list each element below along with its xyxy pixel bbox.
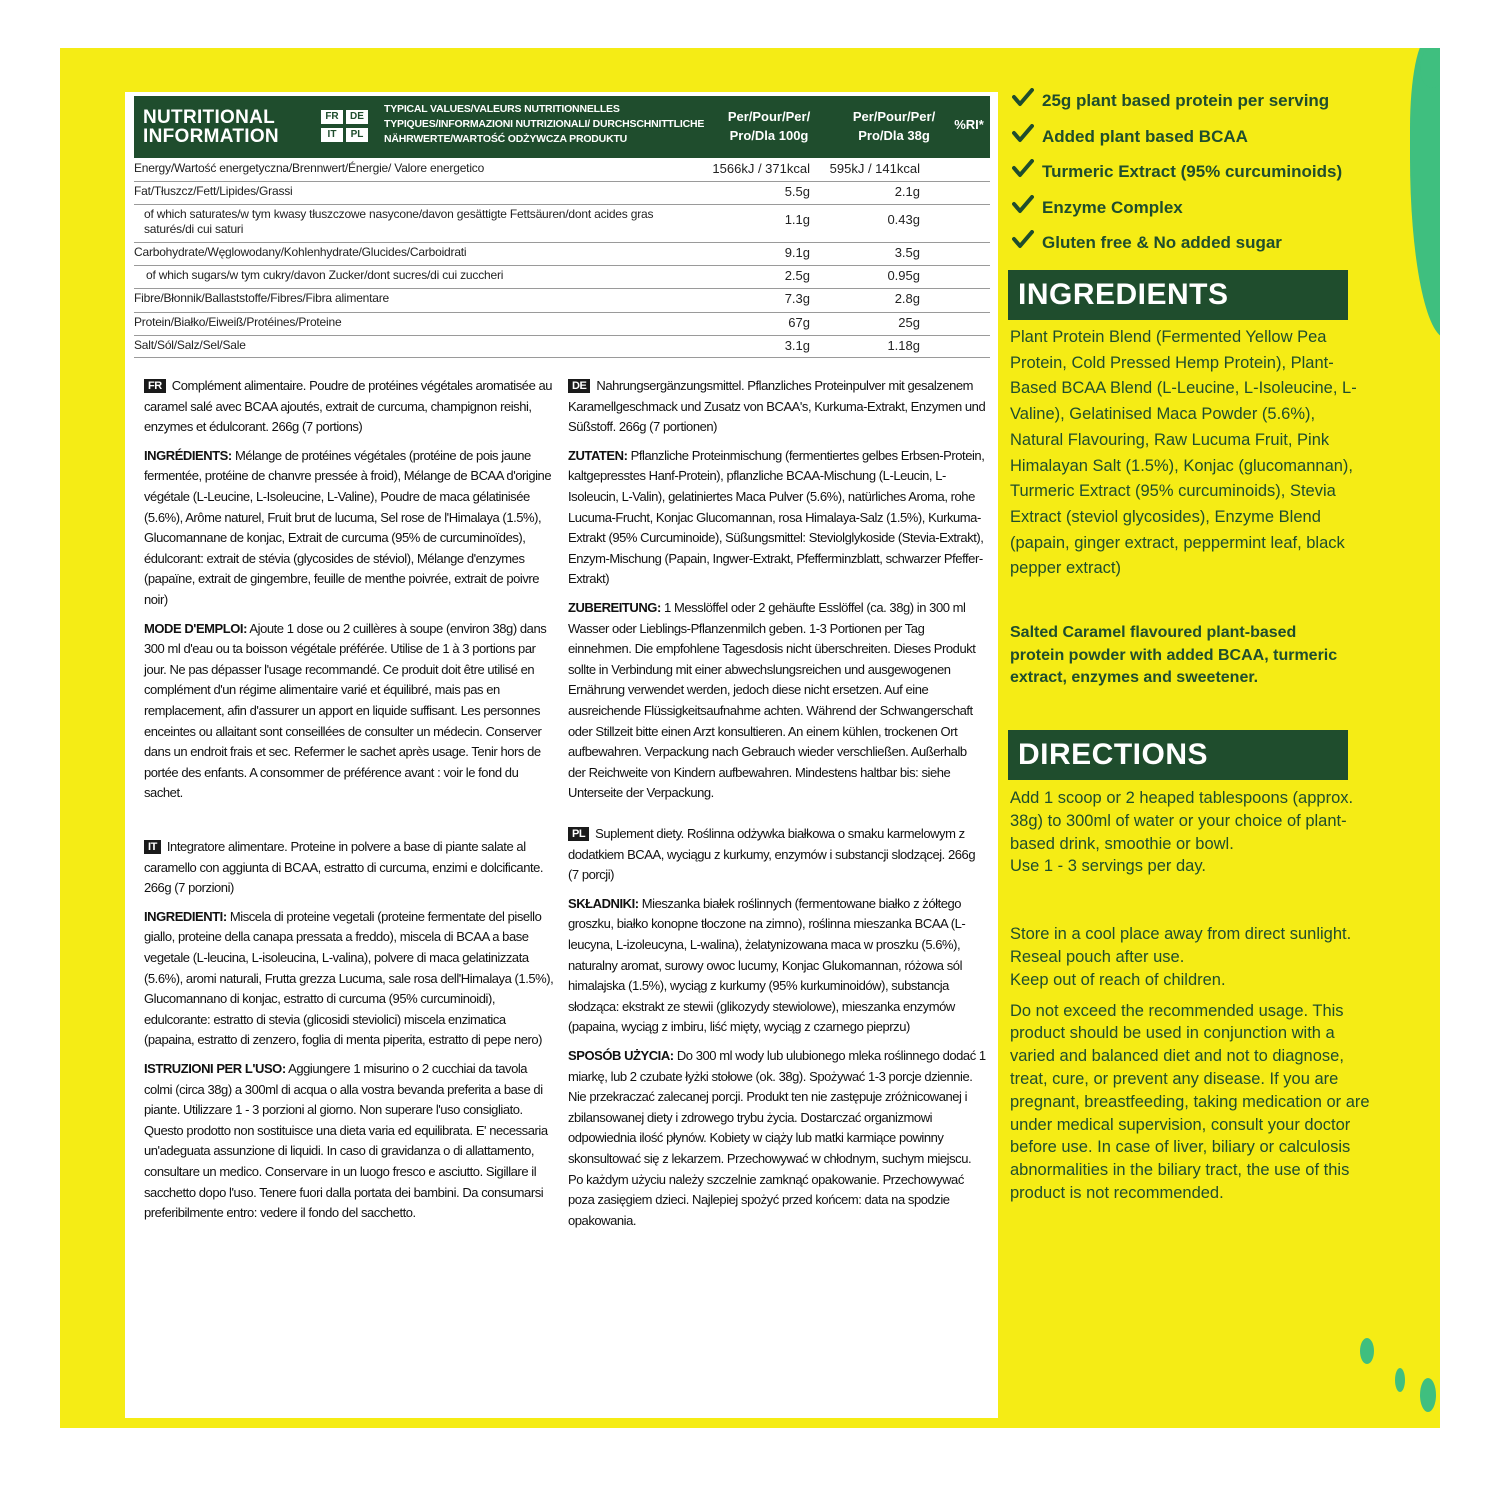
- table-row: [134, 158, 990, 182]
- table-row: [134, 204, 990, 243]
- product-description: Salted Caramel flavoured plant-based protein powder with added BCAA, turmeric extract, enzymes and sweetener.: [1010, 624, 1338, 686]
- per-38g-value: 2.1g: [894, 184, 920, 199]
- nutrient-label: Fat/Tłuszcz/Fett/Lipides/Grassi: [134, 184, 293, 198]
- list-item: Added plant based BCAA: [1010, 122, 1430, 158]
- nutrient-label: Protein/Białko/Eiweiß/Protéines/Proteine: [134, 315, 342, 329]
- per-100g-value: 67g: [788, 315, 810, 330]
- table-row: [134, 335, 990, 358]
- per-100g-value: 1566kJ / 371kcal: [712, 161, 810, 176]
- per-100g-header: Per/Pour/Per/ Pro/Dla 100g: [727, 109, 811, 143]
- checkmark-icon: [1012, 159, 1034, 179]
- list-item: Gluten free & No added sugar: [1010, 228, 1430, 264]
- multilingual-card: [125, 92, 998, 1418]
- list-item: 25g plant based protein per serving: [1010, 86, 1430, 122]
- ingredients-text: Plant Protein Blend (Fermented Yellow Pea Protein, Cold Pressed Hemp Protein), Plant-Based BCAA Blend (L-Leucine, L-Isoleucine, L-Valine), Gelatinised Maca Powder (5.6%), Natural Flavouring, Raw Lucuma Fruit, Pink Himalayan Salt (1.5%), Konjac (glucomannan), Turmeric Extract (95% curcuminoids), Stevia Extract (steviol glycosides), Enzyme Blend (papain, ginger extract, peppermint leaf, black pepper extract): [1010, 328, 1357, 578]
- ri-header: %RI*: [954, 117, 984, 132]
- table-row: [134, 265, 990, 289]
- table-row: [134, 312, 990, 336]
- lang-tag-it: IT: [144, 840, 161, 854]
- polish-section: PL Suplement diety. Roślinna odżywka białkowa o smaku karmelowym z dodatkiem BCAA, wyciągu z kurkumy, enzymów i substancji slodzącej. 266g (7 porcji) SKŁADNIKI: Mieszanka białek roślinnych (fermentowane białko z żółtego groszku, białko konopne tłoczone na zimno), roślinna mieszanka BCAA (L-leucyna, L-izoleucyna, L-walina), żelatynizowana maca w proszku (5.6%), naturalny aromat, surowy owoc lucumy, Konjac Glukomannan, różowa sól himalajska (1.5%), wyciąg z kurkumy (95% kurkuminoidów), substancja słodząca: ekstrakt ze stewii (glikozydy stewiolowe), mieszanka enzymów (papaina, wyciąg z imbiru, liść mięty, wyciąg z czarnego pieprzu) SPOSÓB UŻYCIA: Do 300 ml wody lub ulubionego mleka roślinnego dodać 1 miarkę, lub 2 czubate łyżki stołowe (ok. 38g). Spożywać 1-3 porcje dziennie. Nie przekraczać zalecanej porcji. Produkt ten nie zastępuje zróżnicowanej i zbilansowanej diety i zdrowego trybu życia. Dostarczać organizmowi odpowiednia ilość płynów. Kobiety w ciąży lub matki karmiące powinny skonsultować się z lekarzem. Przechowywać w chłodnym, suchym miejscu. Po każdym użyciu należy szczelnie zamknąć opakowanie. Przechowywać poza zasięgiem dzieci. Najlepiej spożyć przed końcem: data na spodzie opakowania.: [568, 826, 986, 1228]
- per-100g-value: 7.3g: [784, 291, 810, 306]
- per-100g-value: 3.1g: [784, 338, 810, 353]
- checkmark-icon: [1012, 195, 1034, 215]
- per-38g-value: 595kJ / 141kcal: [829, 161, 920, 176]
- nutrient-label: Fibre/Błonnik/Ballaststoffe/Fibres/Fibra alimentare: [134, 291, 390, 305]
- table-row: [134, 181, 990, 205]
- lang-tag-fr: FR: [144, 379, 166, 393]
- nutrition-title: NUTRITIONAL INFORMATION: [143, 107, 279, 147]
- paint-splash: [1420, 48, 1440, 88]
- nutrient-label: Carbohydrate/Węglowodany/Kohlenhydrate/Glucides/Carboidrati: [134, 245, 467, 259]
- checkmark-icon: [1012, 124, 1034, 144]
- per-100g-value: 5.5g: [784, 184, 810, 199]
- italian-section: IT Integratore alimentare. Proteine in polvere a base di piante salate al caramello con aggiunta di BCAA, estratto di curcuma, enzimi e dolcificante. 266g (7 porzioni) INGREDIENTI: Miscela di proteine vegetali (proteine fermentate del pisello giallo, proteine della canapa pressata a freddo), miscela di BCAA a base vegetale (L-leucina, L-isoleucina, L-valina), polvere di maca gelatinizzata (5.6%), aromi naturali, Frutta grezza Lucuma, sale rosa dell'Himalaya (1.5%), Glucomannano di konjac, estratto di curcuma (95% curcuminoidi), edulcorante: estratto di stevia (glicosidi steviolici) miscela enzimatica (papaina, estratto di zenzero, foglia di menta piperita, estratto di pepe nero) ISTRUZIONI PER L'USO: Aggiungere 1 misurino o 2 cucchiai da tavola colmi (circa 38g) a 300ml di acqua o alla vostra bevanda preferita a base di piante. Utilizzare 1 - 3 porzioni al giorno. Non superare l'uso consigliato. Questo prodotto non sostituisce una dieta varia ed equilibrata. E' necessaria un'adeguata assunzione di liquidi. In caso di gravidanza o di allattamento, consultare un medico. Conservare in un luogo fresco e asciutto. Sigillare il sacchetto dopo l'uso. Tenere fuori dalla portata dei bambini. Da consumarsi preferibilmente entro: vedere il fondo del sacchetto.: [144, 839, 554, 1221]
- table-row: [134, 288, 990, 313]
- benefit-list: [1010, 86, 1430, 264]
- per-38g-value: 0.95g: [887, 268, 920, 283]
- list-item: Turmeric Extract (95% curcuminoids): [1010, 157, 1430, 193]
- lang-chip-it: IT: [321, 128, 343, 142]
- per-38g-value: 3.5g: [894, 245, 920, 260]
- list-item: Enzyme Complex: [1010, 193, 1430, 229]
- per-38g-header: Per/Pour/Per/ Pro/Dla 38g: [852, 109, 936, 143]
- per-38g-value: 2.8g: [894, 291, 920, 306]
- per-38g-value: 1.18g: [887, 338, 920, 353]
- french-section: FR Complément alimentaire. Poudre de protéines végétales aromatisée au caramel salé avec BCAA ajoutés, extrait de curcuma, champignon reishi, enzymes et édulcorant. 266g (7 portions) INGRÉDIENTS: Mélange de protéines végétales (protéine de pois jaune fermentée, protéine de chanvre pressée à froid), Mélange de BCAA d'origine végétale (L-Leucine, L-Isoleucine, L-Valine), Poudre de maca gélatinisée (5.6%), Arôme naturel, Fruit brut de lucuma, Sel rose de l'Himalaya (1.5%), Glucomannane de konjac, Extrait de curcuma (95% de curcuminoïdes), édulcorant: extrait de stévia (glycosides de stéviol), Mélange d'enzymes (papaïne, extrait de gingembre, feuille de menthe poivrée, extrait de poivre noir) MODE D'EMPLOI: Ajoute 1 dose ou 2 cuillères à soupe (environ 38g) dans 300 ml d'eau ou ta boisson végétale préférée. Utilise de 1 à 3 portions par jour. Ne pas dépasser l'usage recommandé. Ce produit doit être utilisé en complément d'un régime alimentaire varié et équilibré, mais pas en remplacement, afin d'assurer un apport en liquide suffisant. Les personnes enceintes ou allaitant sont conseillées de consulter un médecin. Conserver dans un endroit frais et sec. Refermer le sachet après usage. Tenir hors de portée des enfants. A consommer de préférence avant : voir le fond du sachet.: [144, 378, 553, 801]
- label-panel: [60, 48, 1440, 1428]
- typical-values-heading: TYPICAL VALUES/VALEURS NUTRITIONNELLES TYPIQUES/INFORMAZIONI NUTRIZIONALI/ DURCHSCHNITTLICHE NÄHRWERTE/WARTOŚĆ ODŻYWCZA PRODUKTU: [384, 103, 705, 145]
- lang-chip-fr: FR: [321, 110, 343, 124]
- nutrient-label: of which saturates/w tym kwasy tłuszczowe nasycone/davon gesättigte Fettsäuren/dont acides gras saturés/di cui saturi: [144, 207, 654, 236]
- nutrient-label: of which sugars/w tym cukry/davon Zucker/dont sucres/di cui zuccheri: [146, 268, 504, 282]
- checkmark-icon: [1012, 230, 1034, 250]
- german-section: DE Nahrungsergänzungsmittel. Pflanzliches Proteinpulver mit gesalzenem Karamellgeschmack und Zusatz von BCAA's, Kurkuma-Extrakt, Enzymen und Süßstoff. 266g (7 portionen) ZUTATEN: Pflanzliche Proteinmischung (fermentiertes gelbes Erbsen-Protein, kaltgepresstes Hanf-Protein), pflanzliche BCAA-Mischung (L-Leucin, L-Isoleucin, L-Valin), gelatiniertes Maca Pulver (5.6%), natürliches Aroma, rohe Lucuma-Frucht, Konjac Glucomannan, rosa Himalaya-Salz (1.5%), Kurkuma-Extrakt (95% Curcuminoide), Süßungsmittel: Steviolglykoside (Stevia-Extrakt), Enzym-Mischung (Papain, Ingwer-Extrakt, Pfefferminzblatt, schwarzer Pfeffer-Extrakt) ZUBEREITUNG: 1 Messlöffel oder 2 gehäufte Esslöffel (ca. 38g) in 300 ml Wasser oder Lieblings-Pflanzenmilch geben. 1-3 Portionen per Tag einnehmen. Die empfohlene Tagesdosis nicht überschreiten. Dieses Produkt sollte in Verbindung mit einer abwechslungsreichen und ausgewogenen Ernährung verwendet werden, jedoch diese nicht ersetzen. Auf eine ausreichende Flüssigkeitsaufnahme achten. Während der Schwangerschaft oder Stillzeit bitte einen Arzt konsultieren. An einem kühlen, trockenen Ort aufbewahren. Verpackung nach Gebrauch wieder verschließen. Außerhalb der Reichweite von Kindern aufbewahren. Mindestens haltbar bis: siehe Unterseite der Verpackung.: [568, 378, 986, 801]
- ingredients-heading: INGREDIENTS: [1008, 270, 1348, 320]
- per-100g-value: 9.1g: [784, 245, 810, 260]
- nutrient-label: Salt/Sól/Salz/Sel/Sale: [134, 338, 246, 352]
- per-38g-value: 0.43g: [887, 212, 920, 227]
- lang-chip-de: DE: [346, 110, 368, 124]
- paint-splash: [1395, 1368, 1405, 1392]
- per-100g-value: 2.5g: [784, 268, 810, 283]
- nutrition-table-header: [134, 96, 990, 158]
- checkmark-icon: [1012, 88, 1034, 108]
- per-100g-value: 1.1g: [784, 212, 810, 227]
- directions-heading: DIRECTIONS: [1008, 730, 1348, 780]
- paint-splash: [1420, 1378, 1436, 1412]
- per-38g-value: 25g: [898, 315, 920, 330]
- table-row: [134, 242, 990, 266]
- lang-tag-pl: PL: [568, 827, 589, 841]
- directions-text: Add 1 scoop or 2 heaped tablespoons (approx. 38g) to 300ml of water or your choice of plant-based drink, smoothie or bowl. Use 1 - 3 servings per day. Store in a cool place away from direct sunlight. Reseal pouch after use. Keep out of reach of children. Do not exceed the recommended usage. This product should be used in conjunction with a varied and balanced diet and not to diagnose, treat, cure, or prevent any disease. If you are pregnant, breastfeeding, taking medication or are under medical supervision, consult your doctor before use. In case of liver, biliary or calculosis abnormalities in the biliary tract, the use of this product is not recommended.: [1010, 789, 1370, 1202]
- lang-chip-pl: PL: [346, 128, 368, 142]
- paint-splash: [1360, 1338, 1374, 1364]
- nutrient-label: Energy/Wartość energetyczna/Brennwert/Énergie/ Valore energetico: [134, 161, 485, 175]
- lang-tag-de: DE: [568, 379, 590, 393]
